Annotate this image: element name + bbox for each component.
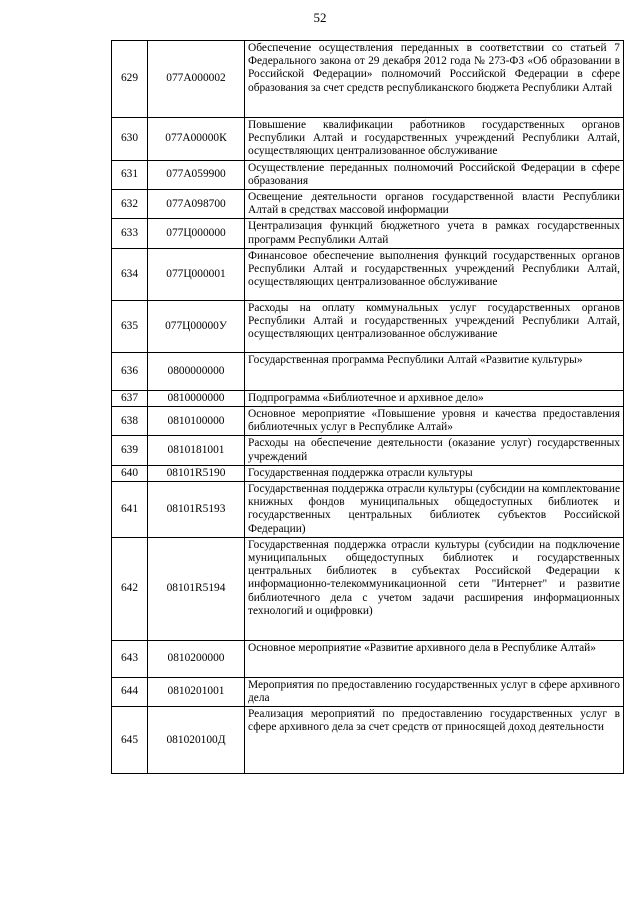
table-row [112,190,624,219]
row-code: 077А00000К [148,118,245,161]
row-description: Расходы на обеспечение деятельности (оказание услуг) государственных учреждений [245,436,624,465]
row-description: Государственная поддержка отрасли культуры (субсидии на подключение муниципальных общедоступных библиотек и государственных центральных библиотек в субъектах Российской Федерации к информационно-телекоммуникационной сети "Интернет" и развитие библиотечного дела с учетом задачи расширения информационных технологий и оцифровки) [245,537,624,640]
row-code: 0810201001 [148,677,245,706]
table-row [112,390,624,406]
row-number: 644 [112,677,148,706]
row-code: 077Ц000000 [148,219,245,248]
row-number: 645 [112,707,148,774]
row-description: Государственная поддержка отрасли культуры (субсидии на комплектование книжных фондов муниципальных общедоступных библиотек и государственных центральных библиотек субъектов Российской Федерации) [245,482,624,538]
row-number: 640 [112,465,148,481]
table-row [112,640,624,677]
row-code: 077А000002 [148,41,245,118]
row-code: 08101R5190 [148,465,245,481]
row-description: Реализация мероприятий по предоставлению государственных услуг в сфере архивного дела за счет средств от приносящей доход деятельности [245,707,624,774]
row-code: 077Ц000001 [148,248,245,300]
row-description: Освещение деятельности органов государственной власти Республики Алтай в средствах массовой информации [245,190,624,219]
row-number: 637 [112,390,148,406]
row-number: 629 [112,41,148,118]
row-code: 077А059900 [148,160,245,189]
row-number: 635 [112,300,148,352]
table-row [112,465,624,481]
row-description: Финансовое обеспечение выполнения функций государственных органов Республики Алтай и государственных учреждений Республики Алтай, осуществляющих централизованное обслуживание [245,248,624,300]
row-code: 077Ц00000У [148,300,245,352]
row-description: Подпрограмма «Библиотечное и архивное дело» [245,390,624,406]
table-row [112,300,624,352]
row-number: 634 [112,248,148,300]
row-number: 641 [112,482,148,538]
row-number: 630 [112,118,148,161]
row-number: 633 [112,219,148,248]
table-row [112,677,624,706]
row-number: 643 [112,640,148,677]
table-body [112,41,624,774]
row-description: Основное мероприятие «Повышение уровня и качества предоставления библиотечных услуг в Республике Алтай» [245,407,624,436]
table-row [112,707,624,774]
table-row [112,160,624,189]
row-description: Расходы на оплату коммунальных услуг государственных органов Республики Алтай и государственных учреждений Республики Алтай, осуществляющих централизованное обслуживание [245,300,624,352]
row-number: 631 [112,160,148,189]
row-code: 077А098700 [148,190,245,219]
row-code: 0800000000 [148,352,245,390]
row-number: 636 [112,352,148,390]
row-number: 639 [112,436,148,465]
table-row [112,118,624,161]
row-description: Осуществление переданных полномочий Российской Федерации в сфере образования [245,160,624,189]
row-description: Основное мероприятие «Развитие архивного дела в Республике Алтай» [245,640,624,677]
table-row [112,248,624,300]
row-description: Государственная программа Республики Алтай «Развитие культуры» [245,352,624,390]
table-row [112,436,624,465]
table-row [112,352,624,390]
row-description: Государственная поддержка отрасли культуры [245,465,624,481]
row-code: 081020100Д [148,707,245,774]
budget-classification-table [111,40,624,774]
row-description: Повышение квалификации работников государственных органов Республики Алтай и государственных учреждений Республики Алтай, осуществляющих централизованное обслуживание [245,118,624,161]
row-code: 0810200000 [148,640,245,677]
table-row [112,482,624,538]
row-number: 632 [112,190,148,219]
row-code: 0810000000 [148,390,245,406]
row-description: Мероприятия по предоставлению государственных услуг в сфере архивного дела [245,677,624,706]
row-number: 638 [112,407,148,436]
row-code: 08101R5193 [148,482,245,538]
page-number: 52 [313,10,327,25]
table-row [112,219,624,248]
row-number: 642 [112,537,148,640]
row-description: Централизация функций бюджетного учета в рамках государственных программ Республики Алтай [245,219,624,248]
table-row [112,537,624,640]
row-code: 0810181001 [148,436,245,465]
row-code: 08101R5194 [148,537,245,640]
row-description: Обеспечение осуществления переданных в соответствии со статьей 7 Федерального закона от 29 декабря 2012 года № 273-ФЗ «Об образовании в Российской Федерации» полномочий Российской Федерации в сфере образования за счет средств республиканского бюджета Республики Алтай [245,41,624,118]
table-row [112,41,624,118]
table-row [112,407,624,436]
row-code: 0810100000 [148,407,245,436]
